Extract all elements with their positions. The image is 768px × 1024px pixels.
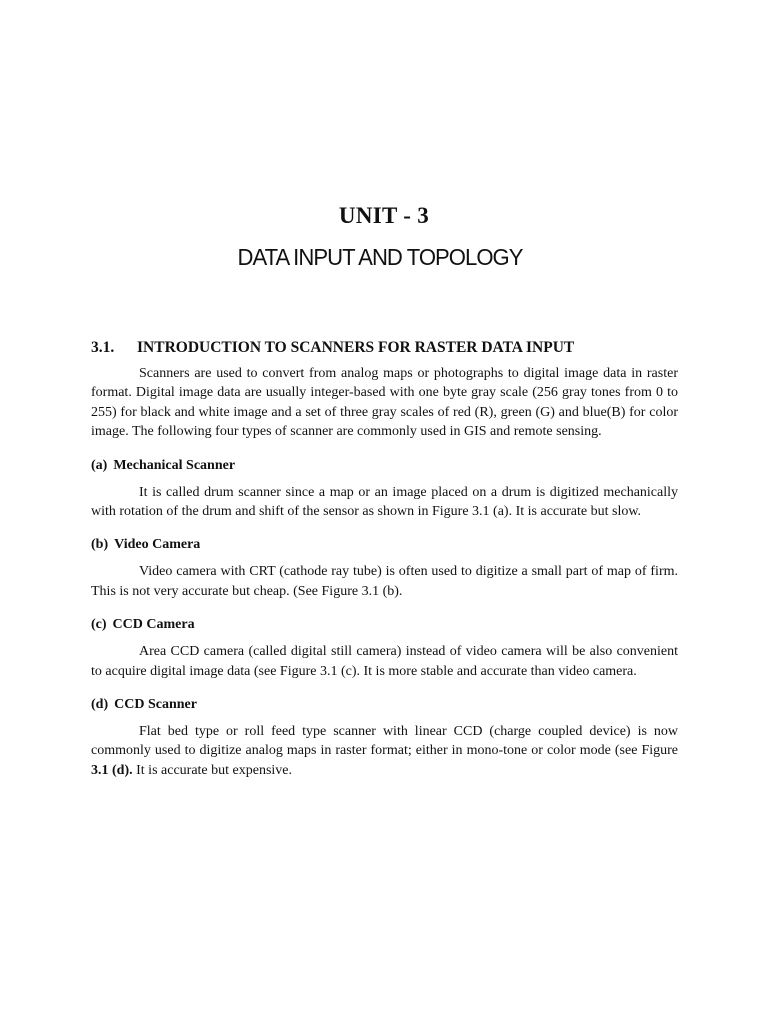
subsection-heading-a bbox=[91, 456, 678, 475]
figure-reference: 3.1 (d). bbox=[91, 762, 133, 778]
subsection-letter: (b) bbox=[91, 537, 109, 553]
subsection-letter: (d) bbox=[91, 697, 109, 713]
subsection-heading-b bbox=[91, 535, 678, 554]
section-title: INTRODUCTION TO SCANNERS FOR RASTER DATA INPUT bbox=[137, 339, 575, 356]
subsection-letter: (a) bbox=[91, 457, 108, 473]
paragraph-text: Flat bed type or roll feed type scanner with linear CCD (charge coupled device) is now commonly used to digitize analog maps in raster format; either in mono-tone or color mode (see Figure bbox=[91, 724, 678, 759]
subsection-paragraph-c: Area CCD camera (called digital still camera) instead of video camera will be also convenient to acquire digital image data (see Figure 3.1 (c). It is more stable and accurate than video camera. bbox=[91, 644, 678, 679]
subsection-title: CCD Camera bbox=[112, 617, 195, 633]
section-number: 3.1. bbox=[91, 339, 115, 356]
subsection-paragraph-b: Video camera with CRT (cathode ray tube) is often used to digitize a small part of map of firm. This is not very accurate but cheap. (See Figure 3.1 (b). bbox=[91, 564, 678, 599]
page-content bbox=[91, 337, 678, 780]
section-intro-paragraph: Scanners are used to convert from analog maps or photographs to digital image data in raster format. Digital image data are usually integer-based with one byte gray scale (256 gray tones from 0 to 255) for black and white image and a set of three gray scales of red (R), green (G) and blue(B) for color image. The following four types of scanner are commonly used in GIS and remote sensing. bbox=[91, 366, 678, 440]
unit-title: UNIT - 3 bbox=[338, 203, 430, 228]
subsection-letter: (c) bbox=[91, 617, 107, 633]
subsection-title: Mechanical Scanner bbox=[113, 457, 236, 473]
subsection-heading-c bbox=[91, 615, 678, 634]
section-heading bbox=[91, 337, 678, 359]
paragraph-text: It is accurate but expensive. bbox=[132, 762, 293, 778]
subsection-paragraph-d bbox=[91, 722, 678, 780]
subsection-heading-d bbox=[91, 695, 678, 714]
subsection-paragraph-a: It is called drum scanner since a map or an image placed on a drum is digitized mechanically with rotation of the drum and shift of the sensor as shown in Figure 3.1 (a). It is accurate but slow. bbox=[91, 484, 678, 520]
chapter-title: DATA INPUT AND TOPOLOGY bbox=[237, 244, 523, 270]
subsection-title: Video Camera bbox=[114, 537, 201, 553]
subsection-title: CCD Scanner bbox=[114, 697, 197, 713]
